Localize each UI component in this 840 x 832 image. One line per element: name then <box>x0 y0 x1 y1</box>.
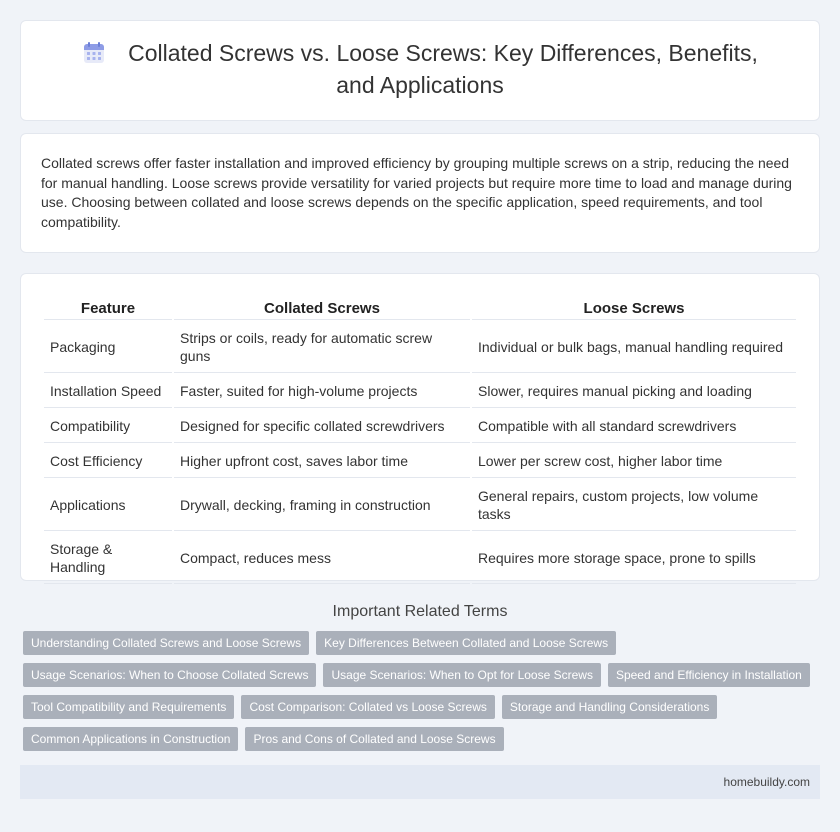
table-row <box>44 480 796 531</box>
table-row <box>44 533 796 584</box>
feature-cell: Applications <box>44 480 172 531</box>
loose-cell: Lower per screw cost, higher labor time <box>472 445 796 478</box>
table-row <box>44 410 796 443</box>
comparison-table-card <box>20 273 820 581</box>
related-terms-tags <box>20 631 820 751</box>
collated-cell: Designed for specific collated screwdrivers <box>174 410 470 443</box>
related-term-tag[interactable]: Common Applications in Construction <box>23 727 238 751</box>
feature-cell: Storage & Handling <box>44 533 172 584</box>
collated-cell: Compact, reduces mess <box>174 533 470 584</box>
loose-cell: Requires more storage space, prone to spills <box>472 533 796 584</box>
related-term-tag[interactable]: Usage Scenarios: When to Opt for Loose Screws <box>323 663 600 687</box>
header-loose: Loose Screws <box>472 296 796 320</box>
related-terms-section <box>20 603 820 751</box>
page-title: Collated Screws vs. Loose Screws: Key Differences, Benefits, and Applications <box>128 39 758 98</box>
related-term-tag[interactable]: Usage Scenarios: When to Choose Collated Screws <box>23 663 316 687</box>
table-header-row <box>44 296 796 320</box>
related-term-tag[interactable]: Pros and Cons of Collated and Loose Screws <box>245 727 503 751</box>
related-terms-title: Important Related Terms <box>332 603 508 620</box>
collated-cell: Faster, suited for high-volume projects <box>174 375 470 408</box>
related-term-tag[interactable]: Storage and Handling Considerations <box>502 695 717 719</box>
loose-cell: Slower, requires manual picking and loading <box>472 375 796 408</box>
related-term-tag[interactable]: Understanding Collated Screws and Loose Screws <box>23 631 309 655</box>
comparison-table <box>42 294 798 586</box>
collated-cell: Drywall, decking, framing in construction <box>174 480 470 531</box>
header-collated: Collated Screws <box>174 296 470 320</box>
table-row <box>44 445 796 478</box>
feature-cell: Cost Efficiency <box>44 445 172 478</box>
collated-cell: Higher upfront cost, saves labor time <box>174 445 470 478</box>
related-term-tag[interactable]: Key Differences Between Collated and Loose Screws <box>316 631 616 655</box>
table-row <box>44 322 796 373</box>
intro-card <box>20 133 820 253</box>
related-term-tag[interactable]: Speed and Efficiency in Installation <box>608 663 810 687</box>
feature-cell: Compatibility <box>44 410 172 443</box>
footer-site[interactable]: homebuildy.com <box>723 775 810 789</box>
footer <box>20 765 820 799</box>
feature-cell: Packaging <box>44 322 172 373</box>
loose-cell: Individual or bulk bags, manual handling required <box>472 322 796 373</box>
header-feature: Feature <box>44 296 172 320</box>
header-card <box>20 20 820 121</box>
collated-cell: Strips or coils, ready for automatic screw guns <box>174 322 470 373</box>
title-wrap <box>61 39 779 103</box>
table-row <box>44 375 796 408</box>
intro-text: Collated screws offer faster installation and improved efficiency by grouping multiple screws on a strip, reducing the need for manual handling. Loose screws provide versatility for varied projects but require more time to load and manage during use. Choosing between collated and loose screws depends on the specific application, speed requirements, and tool compatibility. <box>41 155 792 230</box>
calendar-icon <box>82 41 106 65</box>
feature-cell: Installation Speed <box>44 375 172 408</box>
loose-cell: General repairs, custom projects, low volume tasks <box>472 480 796 531</box>
related-term-tag[interactable]: Cost Comparison: Collated vs Loose Screws <box>241 695 494 719</box>
related-term-tag[interactable]: Tool Compatibility and Requirements <box>23 695 234 719</box>
loose-cell: Compatible with all standard screwdrivers <box>472 410 796 443</box>
